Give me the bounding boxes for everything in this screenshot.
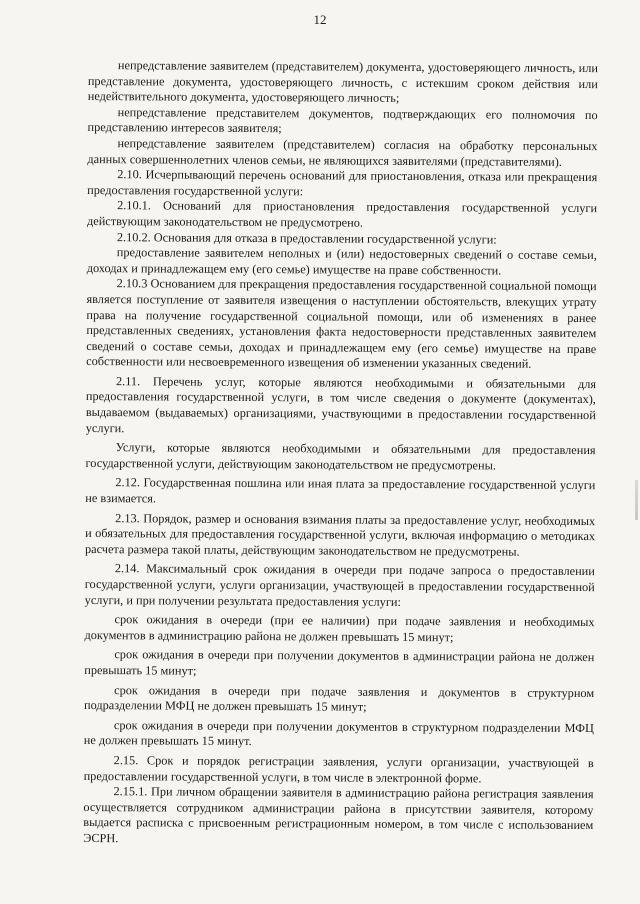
paragraph: 2.10.3 Основанием для прекращения предоставления государственной социальной помощи является поступление от заявителя извещения о наступлении обстоятельств, влекущих утрату права на получение государственной социальной помощи, или об изменениях в ранее представленных сведениях, установления факта недостоверности представленных заявителем сведений о составе семьи, доходах и принадлежащем ему (его семье) имуществе на праве собственности или несвоевременного извещения об изменении указанных сведений. bbox=[86, 276, 597, 371]
paragraph: 2.11. Перечень услуг, которые являются необходимыми и обязательными для предоставления государственной услуги, в том числе сведения о документе (документах), выдаваемом (выдаваемых) организациями, участвующими в предоставлении государственной услуги. bbox=[85, 374, 597, 435]
paragraph: 2.13. Порядок, размер и основания взимания платы за предоставление услуг, необходимых и обязательных для предоставления государственной услуги, включая информацию о методиках расчета размера такой платы, действующим законодательством не предусмотрены. bbox=[84, 510, 596, 559]
paragraph: 2.12. Государственная пошлина или иная плата за предоставление государственной услуги не взимается. bbox=[85, 475, 596, 506]
paragraph: 2.14. Максимальный срок ожидания в очереди при подаче запроса о предоставлении государственной услуги, услуги организации, участвующей в предоставлении государственной услуги, и при получении результата предоставления услуги: bbox=[84, 561, 595, 609]
paragraph: срок ожидания в очереди (при ее наличии) при подаче заявления и необходимых документов в администрацию района не должен превышать 15 минут; bbox=[84, 612, 595, 645]
paragraph: срок ожидания в очереди при подаче заявления и документов в структурном подразделении МФЦ не должен превышать 15 минут; bbox=[84, 682, 595, 714]
paragraph: 2.15. Срок и порядок регистрации заявления, услуги организации, участвующей в предоставлении государственной услуги, в том числе в электронной форме. bbox=[83, 753, 594, 785]
paragraph: срок ожидания в очереди при получении документов в администрации района не должен превышать 15 минут; bbox=[84, 647, 595, 678]
paragraph: непредставление представителем документов, подтверждающих его полномочия по представлению интересов заявителя; bbox=[87, 104, 598, 136]
document-body bbox=[83, 58, 598, 850]
paragraph: срок ожидания в очереди при получении документов в структурном подразделении МФЦ не должен превышать 15 минут. bbox=[83, 717, 594, 749]
paragraph: 2.10.1. Оснований для приостановления предоставления государственной услуги действующим законодательством не предусмотрено. bbox=[86, 198, 598, 230]
paragraph: непредставление заявителем (представителем) согласия на обработку персональных данных совершеннолетних членов семьи, не являющихся заявителями (представителями). bbox=[87, 136, 598, 169]
page-number: 12 bbox=[313, 12, 327, 27]
paragraph: 2.10.2. Основания для отказа в предоставлении государственной услуги: bbox=[116, 229, 497, 247]
paragraph: 2.15.1. При личном обращении заявителя в администрацию района регистрация заявления осуществляется сотрудником администрации района в присутствии заявителя, которому выдается расписка с присвоенным регистрационным номером, в том числе с использованием ЭСРН. bbox=[83, 784, 594, 846]
paragraph: 2.10. Исчерпывающий перечень оснований для приостановления, отказа или прекращения предоставления государственной услуги: bbox=[87, 167, 598, 199]
paragraph: непредставление заявителем (представителем) документа, удостоверяющего личность, или представление документа, удостоверяющего личность, с истекшим сроком действия или недействительного документа, удостоверяющего личность; bbox=[87, 58, 598, 106]
scan-edge-mark bbox=[635, 480, 638, 520]
paragraph: предоставление заявителем неполных и (или) недостоверных сведений о составе семьи, доходах и принадлежащем ему (его семье) имуществе на праве собственности. bbox=[86, 245, 597, 278]
paragraph: Услуги, которые являются необходимыми и обязательными для предоставления государственной услуги, действующим законодательством не предусмотрены. bbox=[85, 440, 596, 473]
